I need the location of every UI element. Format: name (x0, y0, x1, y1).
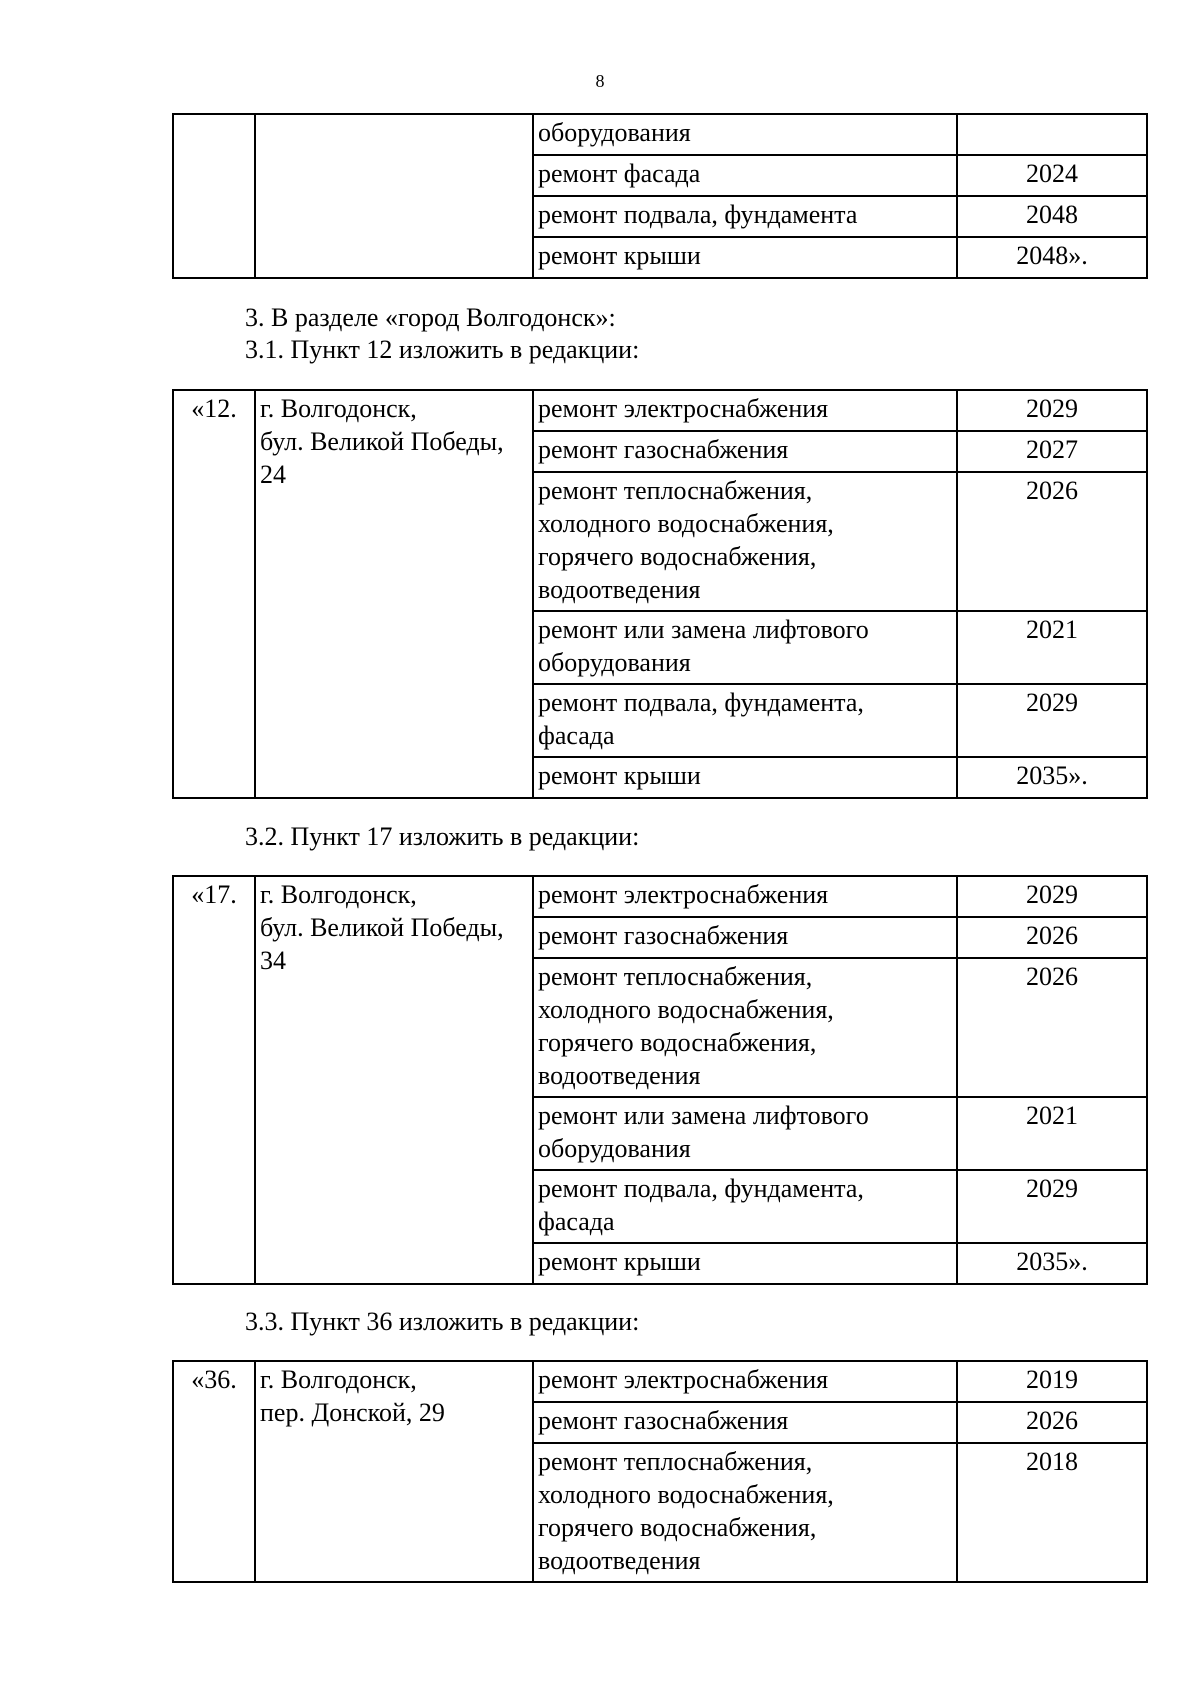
table-row (173, 390, 1147, 431)
year-cell (957, 114, 1147, 155)
work-line: холодного водоснабжения, (538, 995, 834, 1024)
work-line: ремонт теплоснабжения, (538, 476, 813, 505)
address-cell (255, 876, 533, 1284)
work-cell (533, 390, 957, 431)
address-cell (255, 390, 533, 798)
year-cell: 2018 (957, 1443, 1147, 1582)
work-cell: ремонт крыши (533, 237, 957, 278)
continuation-table (172, 113, 1148, 279)
year-cell: 2029 (957, 684, 1147, 757)
work-cell (533, 611, 957, 684)
year-cell: 2035». (957, 757, 1147, 798)
work-line: ремонт теплоснабжения, (538, 962, 813, 991)
work-line: ремонт крыши (538, 761, 701, 790)
work-line: водоотведения (538, 1061, 701, 1090)
table-item-17 (172, 875, 1148, 1285)
item-number: «17. (173, 876, 255, 1284)
year-cell: 2021 (957, 1097, 1147, 1170)
work-cell: ремонт фасада (533, 155, 957, 196)
instruction-item-17: 3.2. Пункт 17 изложить в редакции: (245, 822, 640, 851)
work-line: ремонт теплоснабжения, (538, 1447, 813, 1476)
work-line: ремонт подвала, фундамента, (538, 688, 864, 717)
work-cell (533, 1243, 957, 1284)
table-item-12 (172, 389, 1148, 799)
work-cell (533, 1402, 957, 1443)
work-line: оборудования (538, 648, 691, 677)
work-cell: ремонт подвала, фундамента (533, 196, 957, 237)
work-line: холодного водоснабжения, (538, 509, 834, 538)
address-cell (255, 114, 533, 278)
year-cell: 2048 (957, 196, 1147, 237)
item-number: «36. (173, 1361, 255, 1582)
table-row (173, 876, 1147, 917)
work-cell (533, 431, 957, 472)
instruction-item-36: 3.3. Пункт 36 изложить в редакции: (245, 1307, 640, 1336)
work-cell: оборудования (533, 114, 957, 155)
year-cell: 2029 (957, 876, 1147, 917)
work-line: ремонт газоснабжения (538, 1406, 789, 1435)
work-line: холодного водоснабжения, (538, 1480, 834, 1509)
instruction-item-12: 3.1. Пункт 12 изложить в редакции: (245, 335, 640, 364)
work-line: фасада (538, 721, 615, 750)
work-cell (533, 1443, 957, 1582)
work-line: ремонт электроснабжения (538, 880, 829, 909)
work-line: ремонт крыши (538, 1247, 701, 1276)
work-line: ремонт или замена лифтового (538, 1101, 869, 1130)
year-cell: 2024 (957, 155, 1147, 196)
work-line: ремонт электроснабжения (538, 1365, 829, 1394)
number-cell (173, 114, 255, 278)
work-line: горячего водоснабжения, (538, 1028, 817, 1057)
table-row (173, 1361, 1147, 1402)
year-cell: 2035». (957, 1243, 1147, 1284)
work-line: горячего водоснабжения, (538, 1513, 817, 1542)
work-line: ремонт газоснабжения (538, 921, 789, 950)
year-cell: 2026 (957, 472, 1147, 611)
work-line: фасада (538, 1207, 615, 1236)
work-cell (533, 958, 957, 1097)
year-cell: 2029 (957, 1170, 1147, 1243)
year-cell: 2026 (957, 1402, 1147, 1443)
address-cell (255, 1361, 533, 1582)
address-line: бул. Великой Победы, (260, 427, 504, 456)
table-item-36 (172, 1360, 1148, 1583)
work-cell (533, 1361, 957, 1402)
year-cell: 2026 (957, 958, 1147, 1097)
address-line: 34 (260, 946, 286, 975)
year-cell: 2019 (957, 1361, 1147, 1402)
work-cell (533, 757, 957, 798)
address-line: г. Волгодонск, (260, 394, 417, 423)
work-line: оборудования (538, 1134, 691, 1163)
section-heading: 3. В разделе «город Волгодонск»: (245, 303, 616, 332)
work-cell (533, 876, 957, 917)
table-row (173, 114, 1147, 155)
address-line: г. Волгодонск, (260, 880, 417, 909)
work-cell (533, 472, 957, 611)
work-cell (533, 917, 957, 958)
work-cell (533, 684, 957, 757)
address-line: бул. Великой Победы, (260, 913, 504, 942)
work-line: ремонт или замена лифтового (538, 615, 869, 644)
year-cell: 2027 (957, 431, 1147, 472)
work-line: горячего водоснабжения, (538, 542, 817, 571)
work-cell (533, 1170, 957, 1243)
work-cell (533, 1097, 957, 1170)
address-line: пер. Донской, 29 (260, 1398, 445, 1427)
year-cell: 2021 (957, 611, 1147, 684)
item-number: «12. (173, 390, 255, 798)
year-cell: 2026 (957, 917, 1147, 958)
work-line: водоотведения (538, 575, 701, 604)
page-number: 8 (595, 71, 605, 91)
year-cell: 2048». (957, 237, 1147, 278)
work-line: водоотведения (538, 1546, 701, 1575)
year-cell: 2029 (957, 390, 1147, 431)
address-line: 24 (260, 460, 286, 489)
work-line: ремонт газоснабжения (538, 435, 789, 464)
work-line: ремонт подвала, фундамента, (538, 1174, 864, 1203)
work-line: ремонт электроснабжения (538, 394, 829, 423)
address-line: г. Волгодонск, (260, 1365, 417, 1394)
